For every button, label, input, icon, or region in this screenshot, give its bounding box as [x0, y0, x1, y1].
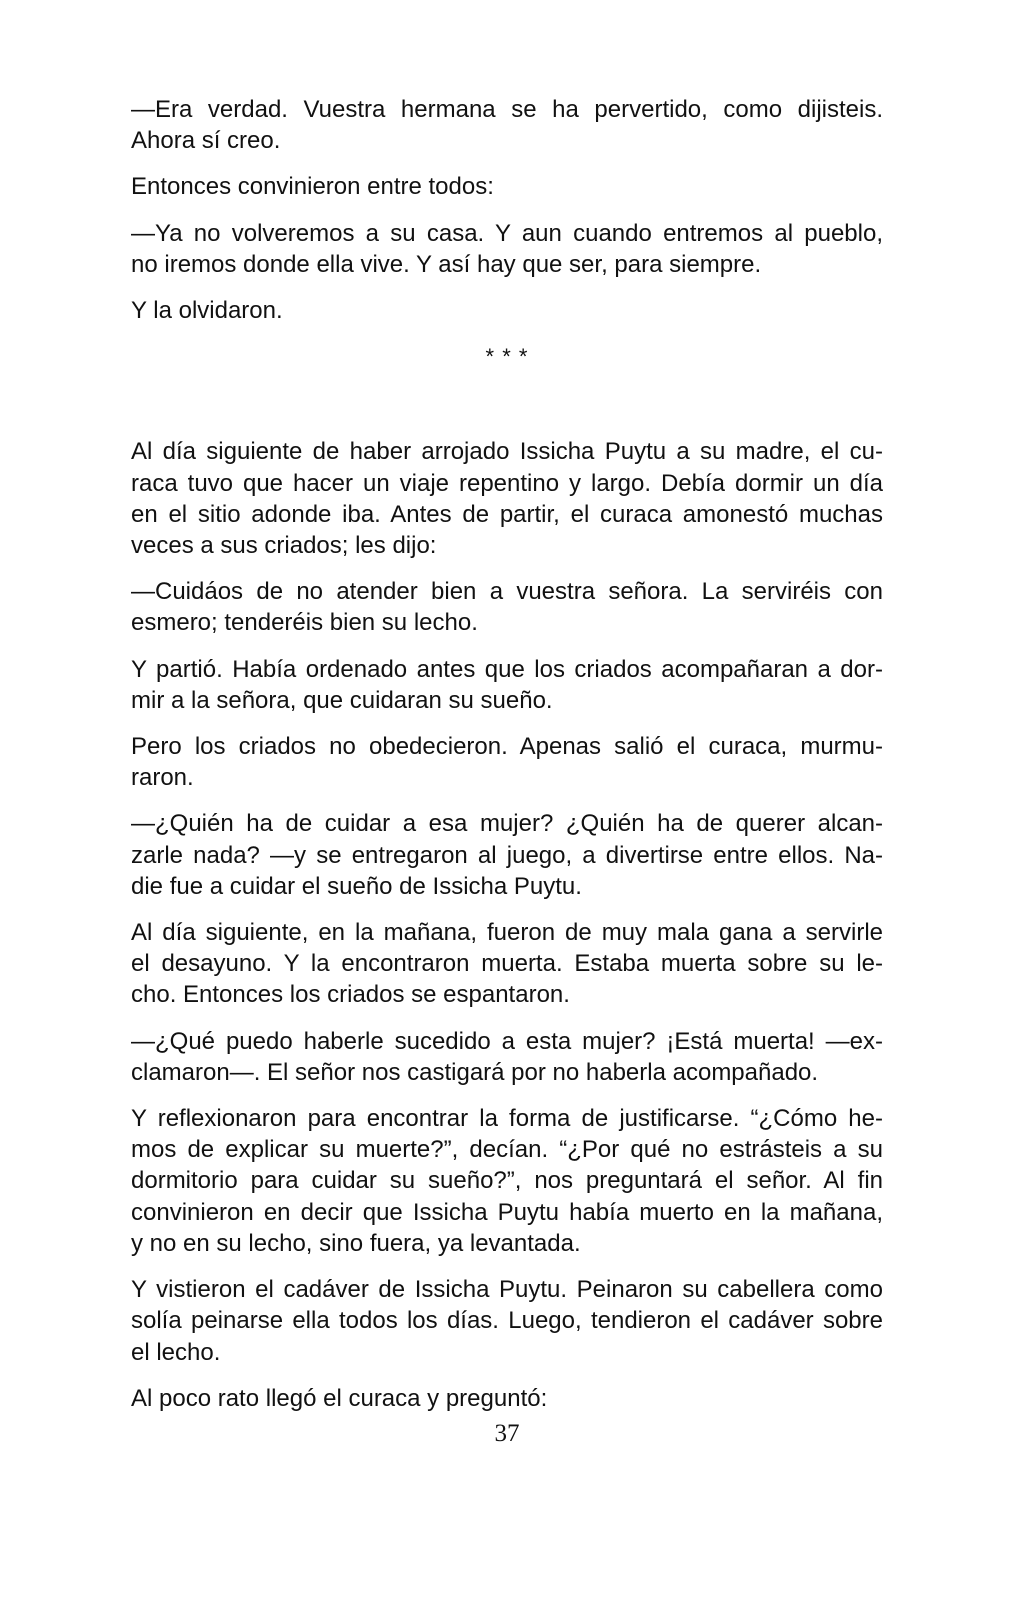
paragraph: [131, 1274, 883, 1368]
text-line: Al día siguiente de haber arrojado Issicha Puytu a su madre, el cu-: [131, 438, 883, 466]
paragraph: [131, 1383, 883, 1414]
text-line: raron.: [131, 764, 194, 792]
text-line: Y vistieron el cadáver de Issicha Puytu. Peinaron su cabellera como: [131, 1276, 883, 1304]
text-line: Entonces convinieron entre todos:: [131, 173, 494, 201]
text-line: raca tuvo que hacer un viaje repentino y largo. Debía dormir un día: [131, 469, 883, 497]
section-separator: * * *: [485, 344, 529, 370]
paragraph: [131, 171, 883, 202]
text-line: Y partió. Había ordenado antes que los criados acompañaran a dor-: [131, 655, 883, 683]
paragraph: [131, 1026, 883, 1088]
text-line: —Ya no volveremos a su casa. Y aun cuando entremos al pueblo,: [131, 219, 883, 247]
paragraph: [131, 1103, 883, 1259]
paragraph: [131, 917, 883, 1011]
text-line: zarle nada? —y se entregaron al juego, a divertirse entre ellos. Na-: [131, 841, 883, 869]
text-line: cho. Entonces los criados se espantaron.: [131, 981, 570, 1009]
text-line: mos de explicar su muerte?”, decían. “¿Por qué no estrásteis a su: [131, 1136, 883, 1164]
text-line: Ahora sí creo.: [131, 127, 281, 155]
text-line: Y reflexionaron para encontrar la forma de justificarse. “¿Cómo he-: [131, 1105, 883, 1133]
text-line: mir a la señora, que cuidaran su sueño.: [131, 686, 553, 714]
text-line: —¿Qué puedo haberle sucedido a esta mujer? ¡Está muerta! —ex-: [131, 1027, 883, 1055]
text-line: —¿Quién ha de cuidar a esa mujer? ¿Quién ha de querer alcan-: [131, 810, 883, 838]
text-line: —Cuidáos de no atender bien a vuestra señora. La serviréis con: [131, 578, 883, 606]
text-line: Pero los criados no obedecieron. Apenas salió el curaca, murmu-: [131, 733, 883, 761]
paragraph: [131, 576, 883, 638]
text-line: solía peinarse ella todos los días. Luego, tendieron el cadáver sobre: [131, 1307, 883, 1335]
text-line: en el sitio adonde iba. Antes de partir, el curaca amonestó muchas: [131, 500, 883, 528]
text-line: Al poco rato llegó el curaca y preguntó:: [131, 1384, 548, 1412]
paragraph: [131, 654, 883, 716]
text-line: die fue a cuidar el sueño de Issicha Puytu.: [131, 872, 582, 900]
text-line: esmero; tenderéis bien su lecho.: [131, 609, 478, 637]
text-line: veces a sus criados; les dijo:: [131, 532, 437, 560]
text-line: y no en su lecho, sino fuera, ya levantada.: [131, 1229, 581, 1257]
page-number: 37: [494, 1420, 520, 1447]
text-line: el lecho.: [131, 1338, 221, 1366]
paragraph: [131, 94, 883, 156]
text-line: Al día siguiente, en la mañana, fueron de muy mala gana a servirle: [131, 919, 883, 947]
paragraph: [131, 218, 883, 280]
paragraph: [131, 436, 883, 561]
text-line: convinieron en decir que Issicha Puytu había muerto en la mañana,: [131, 1198, 883, 1226]
text-line: —Era verdad. Vuestra hermana se ha pervertido, como dijisteis.: [131, 96, 883, 123]
body-text: [131, 94, 883, 1429]
text-line: no iremos donde ella vive. Y así hay que ser, para siempre.: [131, 250, 762, 278]
paragraph: [131, 295, 883, 326]
text-line: el desayuno. Y la encontraron muerta. Estaba muerta sobre su le-: [131, 950, 883, 978]
text-line: dormitorio para cuidar su sueño?”, nos preguntará el señor. Al fin: [131, 1167, 883, 1195]
paragraph: [131, 731, 883, 793]
text-line: clamaron—. El señor nos castigará por no haberla acompañado.: [131, 1058, 819, 1086]
text-line: Y la olvidaron.: [131, 297, 283, 325]
paragraph: [131, 808, 883, 902]
